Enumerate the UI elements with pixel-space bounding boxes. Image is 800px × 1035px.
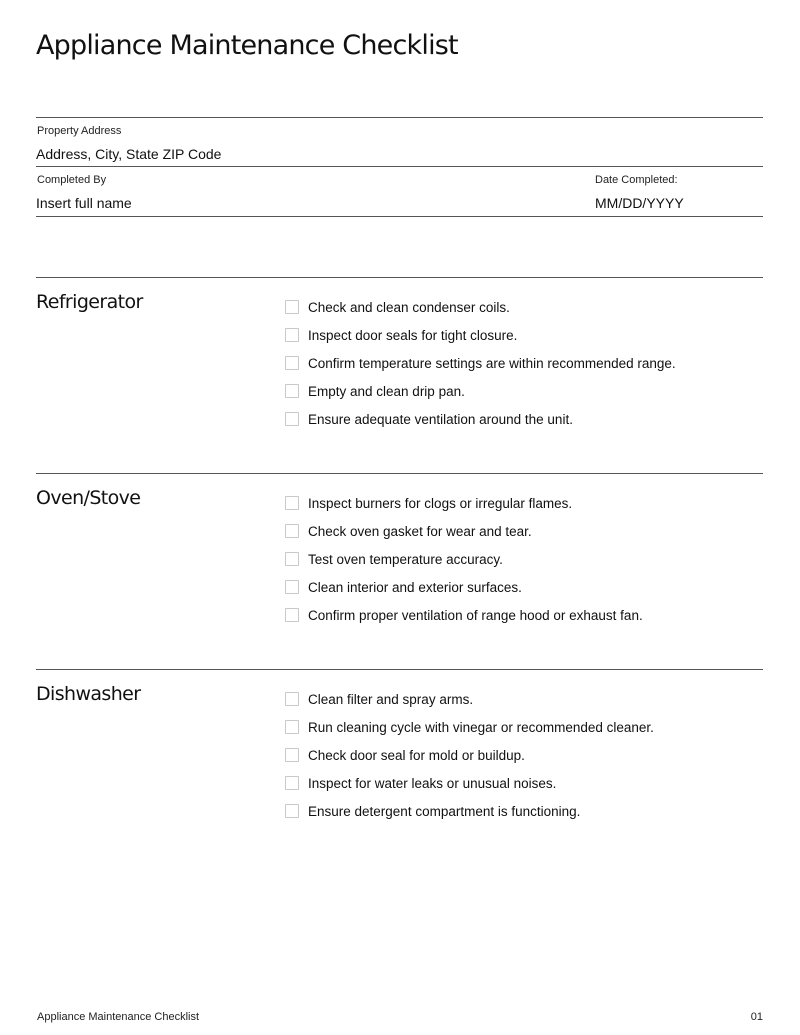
checklist-item[interactable] [285,797,654,825]
divider [36,669,763,670]
date-completed-field[interactable]: MM/DD/YYYY [595,195,684,211]
divider [36,216,763,217]
checklist-item[interactable] [285,349,676,377]
page-title: Appliance Maintenance Checklist [36,30,458,61]
checklist-item-label: Ensure adequate ventilation around the unit. [308,411,573,427]
property-address-label: Property Address [37,125,122,137]
checkbox[interactable] [285,328,299,342]
checklist-item-label: Inspect door seals for tight closure. [308,327,518,343]
section-refrigerator [0,277,800,473]
page-number: 01 [750,1011,763,1023]
checklist-item[interactable] [285,377,676,405]
divider [36,166,763,167]
section-heading: Dishwasher [36,683,141,705]
checkbox[interactable] [285,580,299,594]
checklist-item-label: Test oven temperature accuracy. [308,551,503,567]
checklist-item[interactable] [285,321,676,349]
checkbox[interactable] [285,776,299,790]
divider [36,277,763,278]
footer-title: Appliance Maintenance Checklist [37,1011,200,1023]
completed-by-label: Completed By [37,174,107,186]
checkbox[interactable] [285,524,299,538]
checkbox[interactable] [285,720,299,734]
property-address-field[interactable]: Address, City, State ZIP Code [36,146,222,162]
checklist-item[interactable] [285,601,643,629]
section-heading: Refrigerator [36,291,143,313]
checkbox[interactable] [285,692,299,706]
checklist-item-label: Check and clean condenser coils. [308,299,510,315]
checkbox[interactable] [285,748,299,762]
divider [36,473,763,474]
checklist-item[interactable] [285,573,643,601]
date-completed-label: Date Completed: [595,174,678,186]
checklist-item-label: Inspect burners for clogs or irregular flames. [308,495,573,511]
checklist-item-label: Check door seal for mold or buildup. [308,747,525,763]
checkbox[interactable] [285,356,299,370]
checklist-item[interactable] [285,489,643,517]
checklist [285,489,643,629]
divider [36,117,763,118]
checklist-item-label: Check oven gasket for wear and tear. [308,523,532,539]
checklist [285,293,676,433]
checklist-item-label: Confirm temperature settings are within recommended range. [308,355,676,371]
checkbox[interactable] [285,608,299,622]
section-heading: Oven/Stove [36,487,141,509]
checkbox[interactable] [285,412,299,426]
checklist-item-label: Run cleaning cycle with vinegar or recommended cleaner. [308,719,654,735]
checkbox[interactable] [285,552,299,566]
checklist-item[interactable] [285,517,643,545]
checkbox[interactable] [285,804,299,818]
checklist-item-label: Clean filter and spray arms. [308,691,474,707]
checklist-item[interactable] [285,741,654,769]
checkbox[interactable] [285,300,299,314]
section-oven-stove [0,473,800,669]
checklist-item[interactable] [285,293,676,321]
checklist-item[interactable] [285,685,654,713]
checklist-item[interactable] [285,545,643,573]
checkbox[interactable] [285,496,299,510]
checklist-item-label: Ensure detergent compartment is functioning. [308,803,581,819]
checklist-item[interactable] [285,769,654,797]
checklist-item[interactable] [285,405,676,433]
completed-by-field[interactable]: Insert full name [36,195,132,211]
section-dishwasher [0,669,800,865]
checklist-item[interactable] [285,713,654,741]
checkbox[interactable] [285,384,299,398]
checklist-item-label: Confirm proper ventilation of range hood or exhaust fan. [308,607,643,623]
checklist-item-label: Inspect for water leaks or unusual noises. [308,775,557,791]
checklist [285,685,654,825]
checklist-item-label: Clean interior and exterior surfaces. [308,579,522,595]
checklist-item-label: Empty and clean drip pan. [308,383,465,399]
